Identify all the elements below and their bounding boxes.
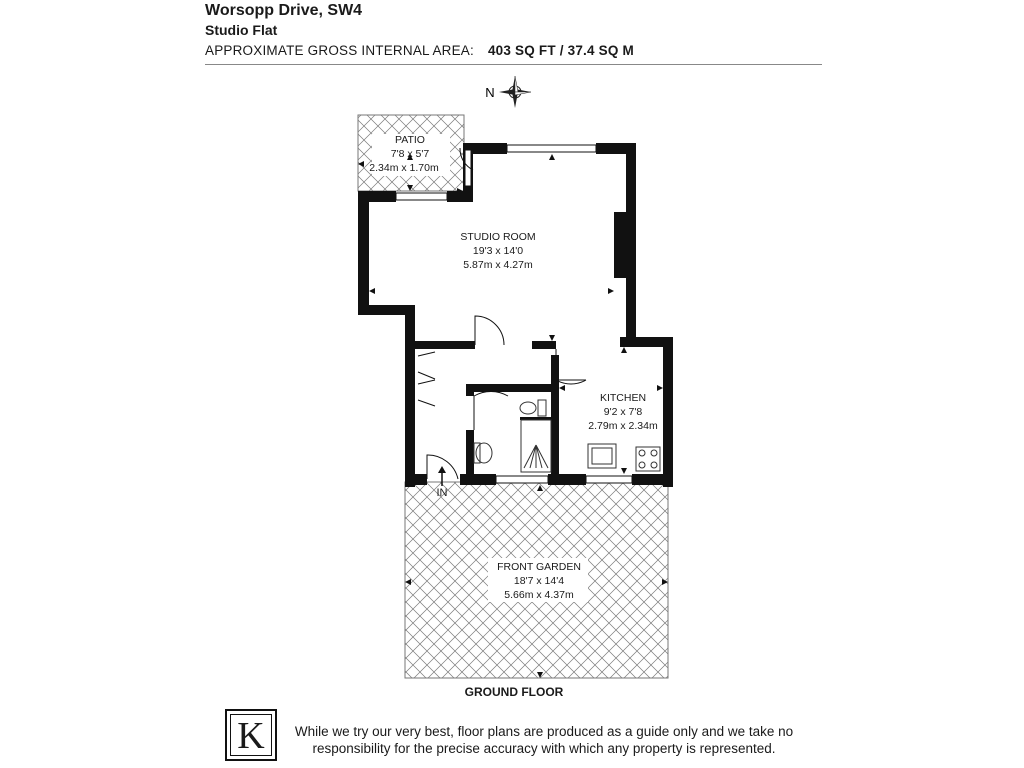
area-label: APPROXIMATE GROSS INTERNAL AREA:	[205, 43, 474, 58]
garden-metric: 5.66m x 4.37m	[504, 589, 574, 601]
disclaimer-text: While we try our very best, floor plans are produced as a guide only and we take no responsibility for the precise accuracy with which any property is represented.	[294, 724, 794, 756]
logo-letter: K	[230, 714, 272, 756]
kitchen-name: KITCHEN	[599, 392, 647, 404]
compass-north-label: N	[485, 85, 495, 100]
kitchen-fittings	[588, 444, 660, 471]
floor-label: GROUND FLOOR	[464, 685, 564, 699]
compass-icon	[499, 76, 531, 108]
patio-metric: 2.34m x 1.70m	[369, 162, 439, 174]
kitchen-imperial: 9'2 x 7'8	[603, 406, 643, 418]
studio-name: STUDIO ROOM	[460, 231, 536, 243]
agency-logo	[225, 709, 277, 761]
patio-imperial: 7'8 x 5'7	[390, 148, 430, 160]
studio-metric: 5.87m x 4.27m	[463, 259, 533, 271]
windows	[396, 145, 632, 483]
kitchen-metric: 2.79m x 2.34m	[588, 420, 658, 432]
property-address: Worsopp Drive, SW4	[205, 2, 363, 19]
area-value: 403 SQ FT / 37.4 SQ M	[487, 43, 634, 58]
garden-name: FRONT GARDEN	[497, 561, 581, 573]
patio-name: PATIO	[395, 134, 425, 146]
studio-imperial: 19'3 x 14'0	[472, 245, 524, 257]
garden-imperial: 18'7 x 14'4	[513, 575, 565, 587]
bathroom-fittings	[474, 400, 551, 472]
entrance-label: IN	[436, 487, 448, 499]
property-type: Studio Flat	[205, 22, 278, 38]
